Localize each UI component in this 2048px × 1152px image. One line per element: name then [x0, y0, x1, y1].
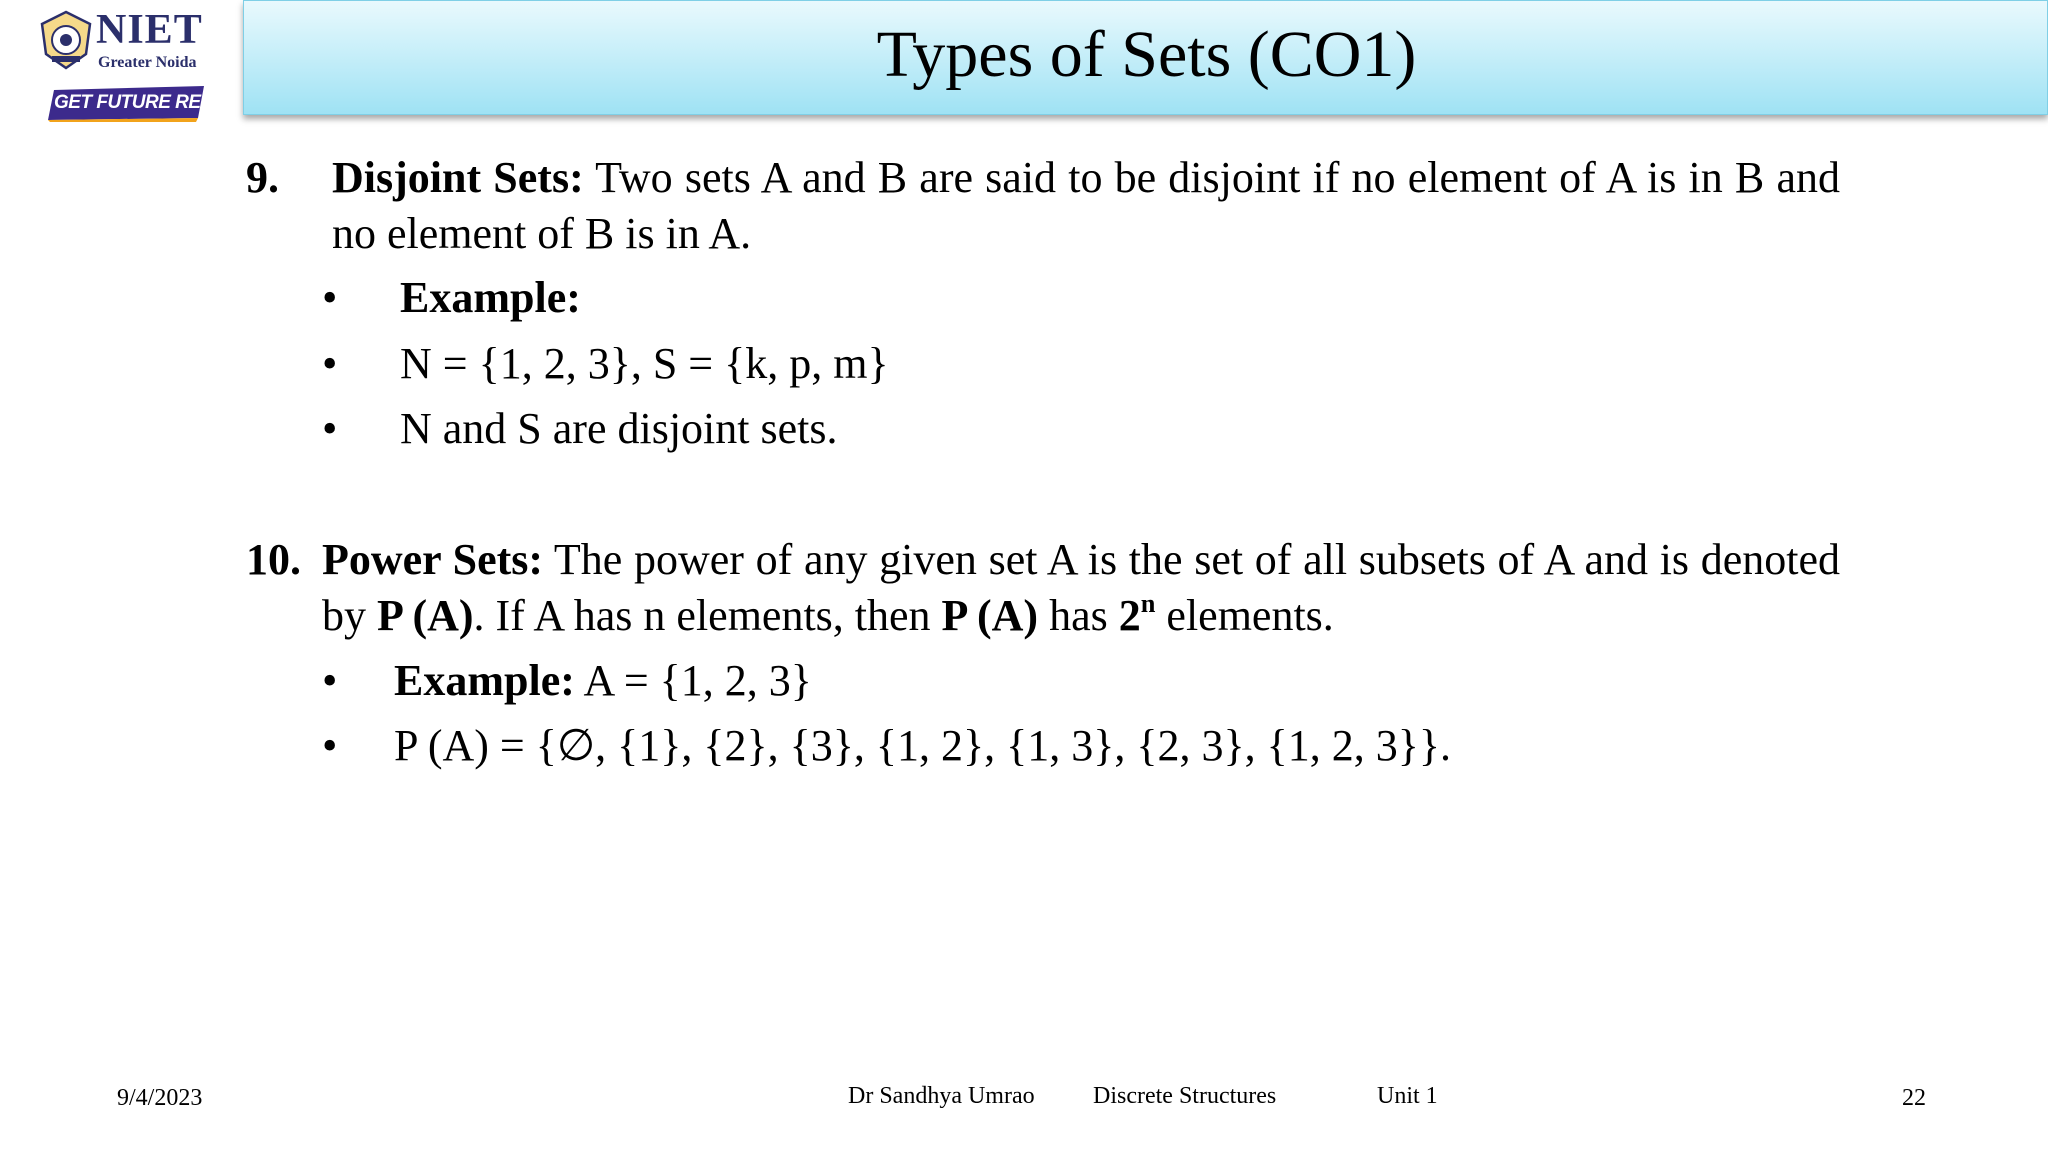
bullet-item: N = {1, 2, 3}, S = {k, p, m} [400, 339, 889, 388]
section-number: 10. [246, 535, 301, 584]
section-number: 9. [246, 153, 279, 202]
footer-author: Dr Sandhya Umrao [848, 1083, 1035, 1109]
bullet-icon: • [322, 273, 338, 322]
section-text: The power of any given set A is the set of all subsets of A and is denoted by [322, 535, 1841, 640]
section-text: has [1049, 591, 1108, 640]
section-heading: Disjoint Sets: [332, 153, 584, 202]
section-paragraph [322, 532, 1840, 644]
bullet-icon: • [322, 656, 338, 705]
power-set-notation: P (A) [377, 591, 474, 640]
logo-tagline: GET FUTURE READY [54, 92, 240, 113]
section-heading: Power Sets: [322, 535, 544, 584]
bullet-bold: Example: [394, 656, 575, 705]
bullet-item [400, 270, 581, 326]
section-text: Two sets A and B are said to be disjoint if no element of A is in B and no element of B is in A. [332, 153, 1840, 258]
bullet-icon: • [322, 404, 338, 453]
bullet-text: A = {1, 2, 3} [583, 656, 812, 705]
section-text: . If A has n elements, then [473, 591, 931, 640]
footer-course: Discrete Structures [1093, 1083, 1277, 1109]
bullet-item: P (A) = {∅, {1}, {2}, {3}, {1, 2}, {1, 3}, {2, 3}, {1, 2, 3}}. [394, 721, 1451, 770]
section-text: elements. [1166, 591, 1334, 640]
bullet-item [394, 653, 812, 709]
niet-logo [34, 7, 240, 128]
section-paragraph [332, 150, 1840, 262]
footer-page-number: 22 [1902, 1085, 1926, 1111]
footer-date: 9/4/2023 [117, 1085, 203, 1111]
seal-icon [38, 10, 94, 70]
bullet-bold: Example: [400, 273, 581, 322]
logo-subtitle: Greater Noida [98, 54, 197, 71]
logo-name: NIET [96, 7, 203, 53]
exponent: n [1140, 588, 1156, 619]
bullet-icon: • [322, 339, 338, 388]
power-count: 2$^n$ [1118, 588, 1156, 640]
footer-unit: Unit 1 [1377, 1083, 1438, 1109]
title-bar [243, 0, 2048, 115]
power-set-notation: P (A) [941, 591, 1039, 640]
bullet-icon: • [322, 721, 338, 770]
bullet-item: N and S are disjoint sets. [400, 404, 838, 453]
slide-title: Types of Sets (CO1) [876, 18, 1417, 91]
